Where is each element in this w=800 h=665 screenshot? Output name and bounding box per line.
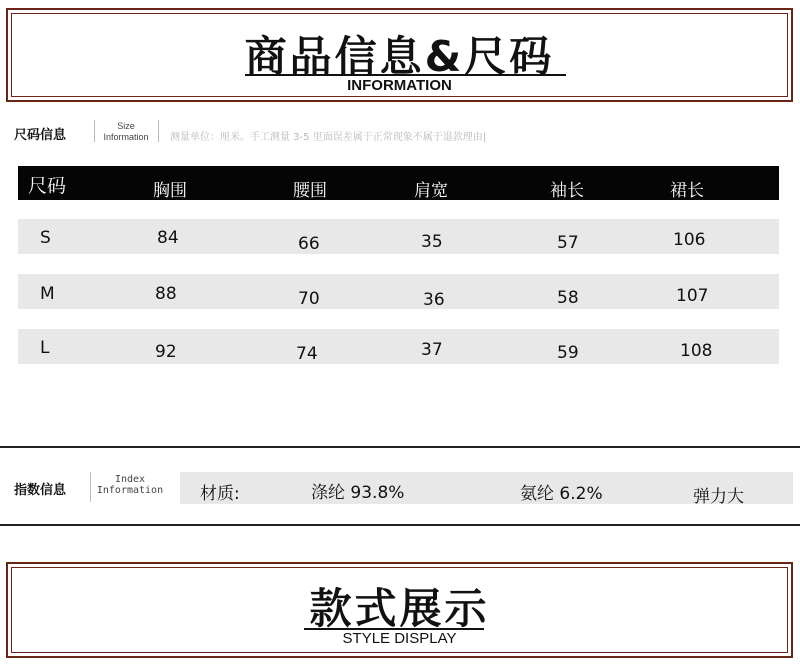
header-bust: 胸围 bbox=[153, 181, 187, 201]
cell-skirt-length: 107 bbox=[676, 286, 709, 306]
cell-shoulder: 37 bbox=[421, 340, 443, 360]
index-section-divider bbox=[90, 472, 91, 502]
header-sleeve: 袖长 bbox=[550, 181, 584, 201]
index-sub-line2: Information bbox=[96, 485, 164, 496]
cell-sleeve: 57 bbox=[557, 233, 579, 253]
header-skirt-length: 裙长 bbox=[670, 181, 704, 201]
index-section-sub bbox=[92, 474, 168, 496]
style-banner-title: 款式展示 bbox=[309, 584, 490, 633]
material-polyester: 涤纶 93.8% bbox=[311, 483, 405, 503]
index-section-label: 指数信息 bbox=[14, 483, 67, 498]
material-label: 材质: bbox=[200, 484, 240, 504]
cell-size: L bbox=[40, 338, 50, 358]
cell-size: S bbox=[40, 228, 51, 248]
header-waist: 腰围 bbox=[293, 181, 327, 201]
material-spandex: 氨纶 6.2% bbox=[520, 484, 603, 504]
size-section-divider-2 bbox=[158, 120, 159, 142]
measurement-note: 测量单位：厘米。手工测量 3-5 里面误差属于正常现象不属于退款理由| bbox=[170, 132, 487, 143]
cell-shoulder: 36 bbox=[423, 290, 445, 310]
cell-waist: 74 bbox=[296, 344, 318, 364]
index-sub-line1: Index bbox=[114, 474, 146, 485]
banner-rule bbox=[245, 74, 566, 76]
header-shoulder: 肩宽 bbox=[414, 181, 448, 201]
cell-waist: 66 bbox=[298, 234, 320, 254]
elasticity-value: 弹力大 bbox=[693, 487, 744, 507]
cell-sleeve: 58 bbox=[557, 288, 579, 308]
cell-skirt-length: 108 bbox=[680, 341, 713, 361]
size-sub-line1: Size bbox=[117, 121, 135, 131]
cell-shoulder: 35 bbox=[421, 232, 443, 252]
table-row bbox=[18, 219, 779, 254]
size-section-sub bbox=[96, 121, 156, 143]
cell-bust: 88 bbox=[155, 284, 177, 304]
cell-sleeve: 59 bbox=[557, 343, 579, 363]
style-banner-subtitle: STYLE DISPLAY bbox=[342, 630, 457, 647]
header-size: 尺码 bbox=[28, 175, 67, 197]
index-bottom-rule bbox=[0, 524, 800, 526]
size-sub-line2: Information bbox=[103, 132, 149, 142]
size-section-divider bbox=[94, 120, 95, 142]
banner-title: 商品信息&尺码 bbox=[244, 32, 555, 81]
cell-size: M bbox=[40, 284, 55, 304]
cell-bust: 92 bbox=[155, 342, 177, 362]
index-info-box bbox=[180, 472, 793, 507]
table-row bbox=[18, 274, 779, 309]
size-section-label: 尺码信息 bbox=[14, 128, 67, 143]
cell-skirt-length: 106 bbox=[673, 230, 706, 250]
size-table-header bbox=[18, 166, 779, 200]
banner-subtitle: INFORMATION bbox=[347, 77, 452, 94]
index-top-rule bbox=[0, 446, 800, 448]
info-banner bbox=[6, 8, 793, 102]
style-banner bbox=[6, 562, 793, 658]
table-row bbox=[18, 329, 779, 364]
style-banner-rule bbox=[304, 628, 484, 630]
cell-bust: 84 bbox=[157, 228, 179, 248]
cell-waist: 70 bbox=[298, 289, 320, 309]
